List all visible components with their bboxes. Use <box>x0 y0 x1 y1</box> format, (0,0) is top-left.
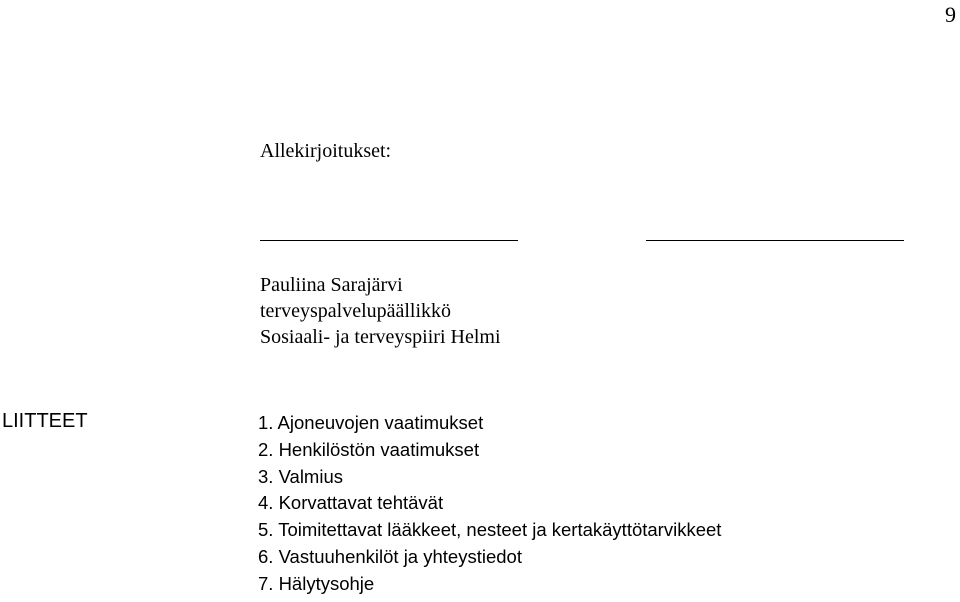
signer-block <box>260 272 501 350</box>
signature-line-right <box>646 240 904 241</box>
attachment-item: 2. Henkilöstön vaatimukset <box>258 438 480 460</box>
attachment-item: 1. Ajoneuvojen vaatimukset <box>258 412 484 433</box>
attachment-item: 4. Korvattavat tehtävät <box>258 492 444 514</box>
attachment-item: 6. Vastuuhenkilöt ja yhteystiedot <box>258 545 522 567</box>
signer-name: Pauliina Sarajärvi <box>260 274 403 296</box>
signer-organization: Sosiaali- ja terveyspiiri Helmi <box>260 326 501 348</box>
signatures-heading: Allekirjoitukset: <box>260 140 392 162</box>
attachments-label: LIITTEET <box>2 410 88 432</box>
signer-title: terveyspalvelupäällikkö <box>260 300 452 322</box>
page-number: 9 <box>945 2 956 27</box>
attachments-list <box>258 410 721 598</box>
attachment-item: 3. Valmius <box>258 465 343 487</box>
attachment-item: 5. Toimitettavat lääkkeet, nesteet ja kertakäyttötarvikkeet <box>258 519 722 541</box>
signature-line-left <box>260 240 518 241</box>
attachment-item: 7. Hälytysohje <box>258 572 375 594</box>
